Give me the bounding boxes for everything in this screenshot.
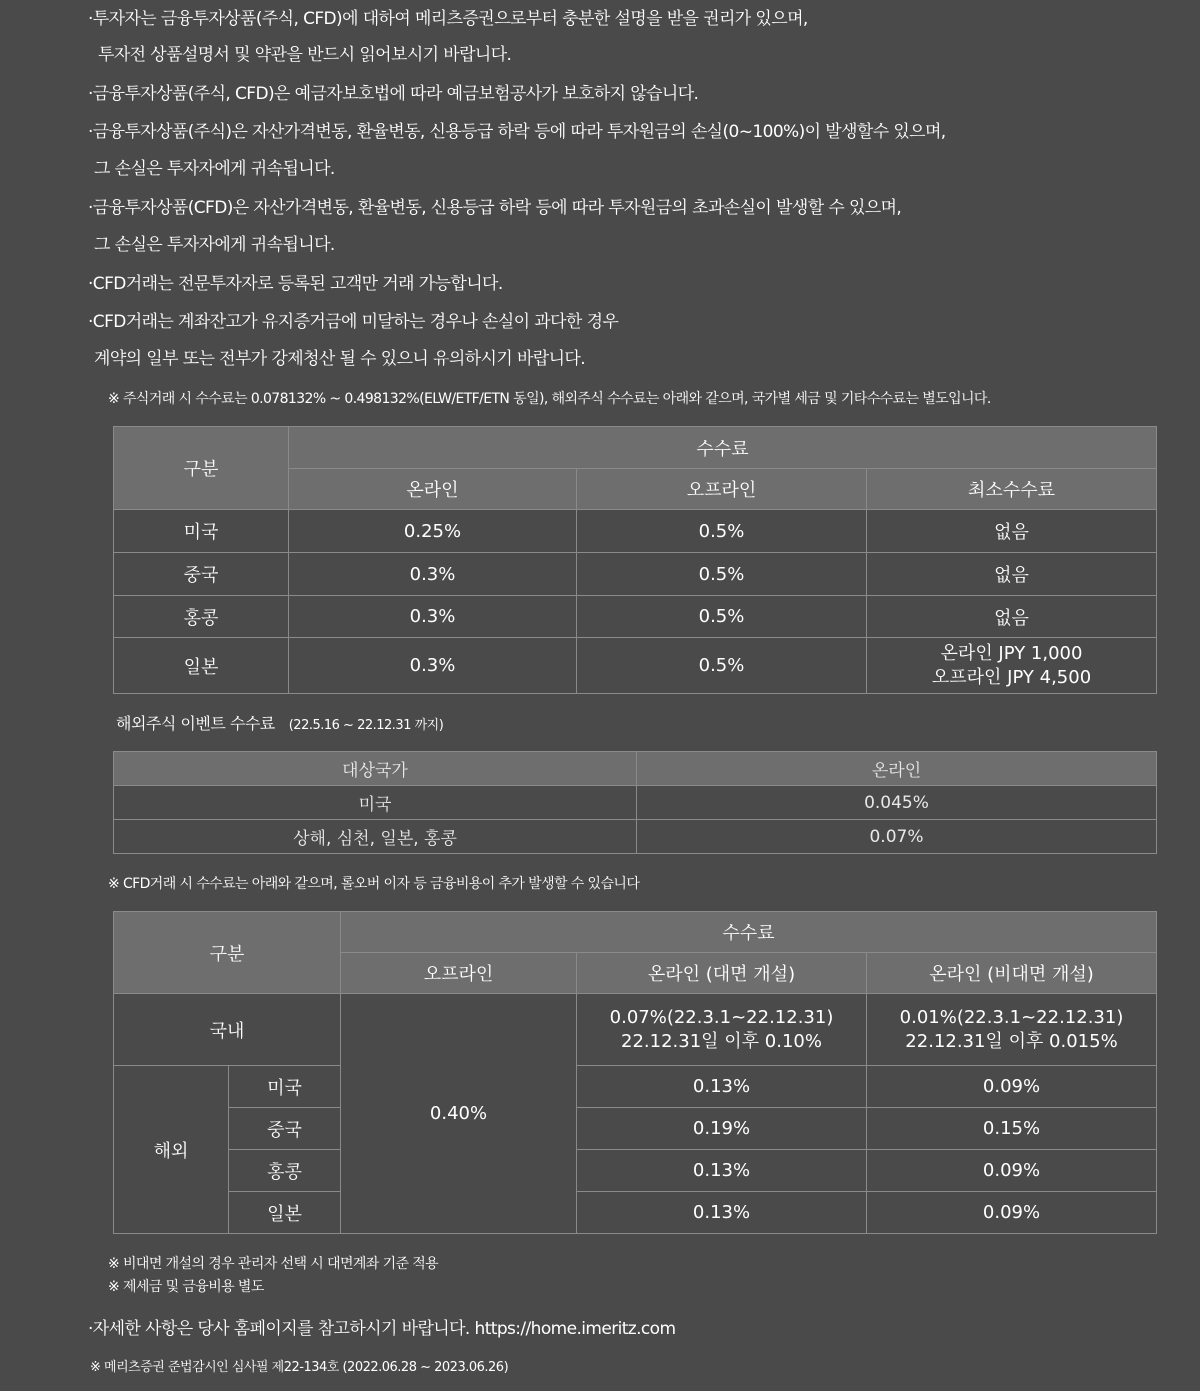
overseas-cell: 해외 <box>114 1066 229 1234</box>
country-cell: 중국 <box>114 553 289 596</box>
event-fee-table <box>113 751 1157 854</box>
online-cell: 0.3% <box>289 638 577 694</box>
min-fee-cell: 없음 <box>867 553 1157 596</box>
header-offline: 오프라인 <box>577 469 867 510</box>
offline-cell: 0.5% <box>577 510 867 553</box>
table-row <box>114 553 1157 596</box>
country-cell: 미국 <box>114 510 289 553</box>
face-cell: 0.19% <box>577 1108 867 1150</box>
disclaimer-line: ·CFD거래는 계좌잔고가 유지증거금에 미달하는 경우나 손실이 과다한 경우 <box>88 312 619 332</box>
nonface-cell: 0.09% <box>867 1192 1157 1234</box>
review-line: ※ 메리츠증권 준법감시인 심사필 제22-134호 (2022.06.28 ~ 2023.06.26) <box>90 1360 509 1375</box>
event-fee-title <box>116 714 443 736</box>
offline-fee-cell: 0.40% <box>341 994 577 1234</box>
header-online: 온라인 <box>289 469 577 510</box>
header-category: 구분 <box>114 912 341 994</box>
table-row <box>114 1108 1157 1150</box>
disclaimer-line: 계약의 일부 또는 전부가 강제청산 될 수 있으니 유의하시기 바랍니다. <box>94 349 586 369</box>
header-online: 온라인 <box>637 752 1157 786</box>
face-cell: 0.13% <box>577 1066 867 1108</box>
overseas-stock-fee-table <box>113 426 1157 694</box>
domestic-cell: 국내 <box>114 994 341 1066</box>
header-online-nonface: 온라인 (비대면 개설) <box>867 953 1157 994</box>
header-category: 구분 <box>114 427 289 510</box>
domestic-face-cell <box>577 994 867 1066</box>
online-cell: 0.07% <box>637 820 1157 854</box>
domestic-nonface-promo: 0.01%(22.3.1~22.12.31) <box>899 1006 1124 1028</box>
nonface-cell: 0.09% <box>867 1066 1157 1108</box>
offline-cell: 0.5% <box>577 596 867 638</box>
domestic-nonface-cell <box>867 994 1157 1066</box>
country-cell: 홍콩 <box>229 1150 341 1192</box>
nonface-cell: 0.09% <box>867 1150 1157 1192</box>
header-online-face: 온라인 (대면 개설) <box>577 953 867 994</box>
disclaimer-line: ·CFD거래는 전문투자자로 등록된 고객만 거래 가능합니다. <box>88 274 503 294</box>
min-fee-online: 온라인 JPY 1,000 <box>940 642 1083 664</box>
domestic-face-after: 22.12.31일 이후 0.10% <box>621 1030 822 1052</box>
bottom-note: ※ 제세금 및 금융비용 별도 <box>108 1279 264 1295</box>
target-cell: 상해, 심천, 일본, 홍콩 <box>114 820 637 854</box>
header-offline: 오프라인 <box>341 953 577 994</box>
event-period: (22.5.16 ~ 22.12.31 까지) <box>288 718 444 733</box>
disclaimer-line: ·금융투자상품(주식, CFD)은 예금자보호법에 따라 예금보험공사가 보호하지 않습니다. <box>88 84 699 104</box>
offline-cell: 0.5% <box>577 553 867 596</box>
online-cell: 0.045% <box>637 786 1157 820</box>
event-title: 해외주식 이벤트 수수료 <box>116 714 275 733</box>
table-row <box>114 510 1157 553</box>
disclaimer-line: ·투자자는 금융투자상품(주식, CFD)에 대하여 메리츠증권으로부터 충분한 설명을 받을 권리가 있으며, <box>88 9 808 29</box>
disclaimer-line: 그 손실은 투자자에게 귀속됩니다. <box>94 235 335 255</box>
online-cell: 0.25% <box>289 510 577 553</box>
header-fee: 수수료 <box>289 427 1157 469</box>
min-fee-cell: 없음 <box>867 596 1157 638</box>
header-target-country: 대상국가 <box>114 752 637 786</box>
table-row <box>114 786 1157 820</box>
country-cell: 중국 <box>229 1108 341 1150</box>
header-min-fee: 최소수수료 <box>867 469 1157 510</box>
table-row <box>114 1192 1157 1234</box>
country-cell: 홍콩 <box>114 596 289 638</box>
country-cell: 일본 <box>114 638 289 694</box>
bottom-note: ※ 비대면 개설의 경우 관리자 선택 시 대면계좌 기준 적용 <box>108 1256 439 1272</box>
target-cell: 미국 <box>114 786 637 820</box>
min-fee-cell: 없음 <box>867 510 1157 553</box>
table-row <box>114 820 1157 854</box>
table-row <box>114 1150 1157 1192</box>
online-cell: 0.3% <box>289 553 577 596</box>
min-fee-offline: 오프라인 JPY 4,500 <box>931 666 1092 688</box>
disclaimer-line: 그 손실은 투자자에게 귀속됩니다. <box>94 159 335 179</box>
disclaimer-line: ·금융투자상품(CFD)은 자산가격변동, 환율변동, 신용등급 하락 등에 따라 투자원금의 초과손실이 발생할 수 있으며, <box>88 198 902 218</box>
domestic-face-promo: 0.07%(22.3.1~22.12.31) <box>609 1006 834 1028</box>
min-fee-cell <box>867 638 1157 694</box>
offline-cell: 0.5% <box>577 638 867 694</box>
disclaimer-line: ·금융투자상품(주식)은 자산가격변동, 환율변동, 신용등급 하락 등에 따라 투자원금의 손실(0~100%)이 발생할수 있으며, <box>88 122 946 142</box>
table-row <box>114 596 1157 638</box>
country-cell: 미국 <box>229 1066 341 1108</box>
cfd-fee-table <box>113 911 1157 1234</box>
face-cell: 0.13% <box>577 1150 867 1192</box>
stock-fee-note: ※ 주식거래 시 수수료는 0.078132% ~ 0.498132%(ELW/ETF/ETN 동일), 해외주식 수수료는 아래와 같으며, 국가별 세금 및 기타수수료는 별도입니다. <box>108 391 991 407</box>
disclaimer-line: 투자전 상품설명서 및 약관을 반드시 읽어보시기 바랍니다. <box>98 45 512 65</box>
country-cell: 일본 <box>229 1192 341 1234</box>
table-row <box>114 994 1157 1066</box>
table-row <box>114 638 1157 694</box>
header-fee: 수수료 <box>341 912 1157 953</box>
cfd-fee-note: ※ CFD거래 시 수수료는 아래와 같으며, 롤오버 이자 등 금융비용이 추가 발생할 수 있습니다 <box>108 876 640 892</box>
domestic-nonface-after: 22.12.31일 이후 0.015% <box>905 1030 1118 1052</box>
table-row <box>114 1066 1157 1108</box>
nonface-cell: 0.15% <box>867 1108 1157 1150</box>
face-cell: 0.13% <box>577 1192 867 1234</box>
homepage-line: ·자세한 사항은 당사 홈페이지를 참고하시기 바랍니다. https://home.imeritz.com <box>88 1319 676 1339</box>
online-cell: 0.3% <box>289 596 577 638</box>
